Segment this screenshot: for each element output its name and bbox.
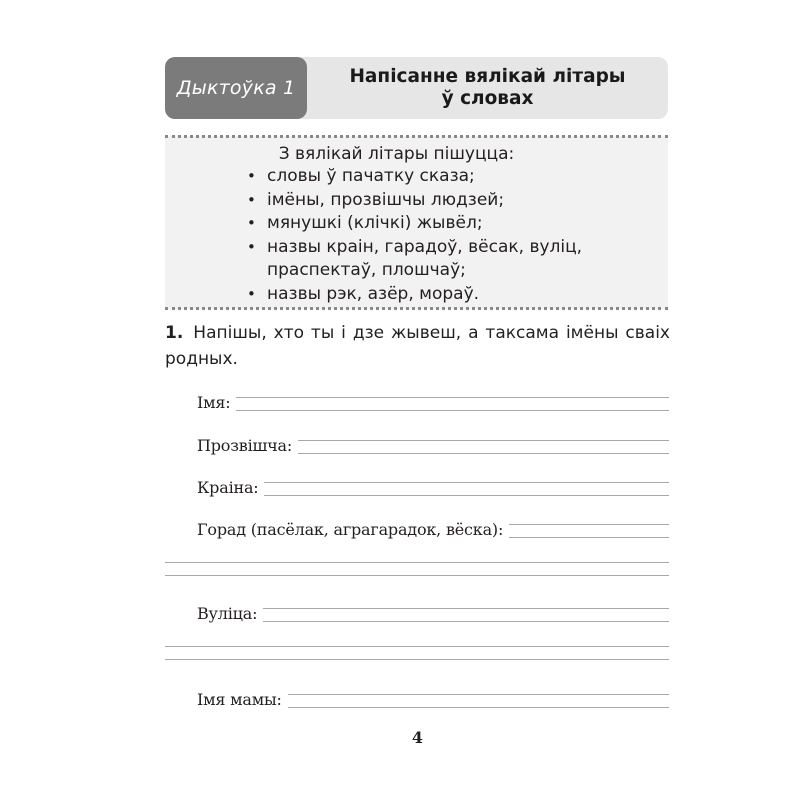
name-field[interactable]	[197, 392, 669, 412]
rule-item-text: імёны, прозвішчы людзей;	[267, 189, 505, 210]
rule-heading: З вялікай літары пішуцца:	[278, 144, 515, 164]
rule-item	[247, 236, 582, 283]
city-field[interactable]	[197, 519, 669, 539]
surname-field[interactable]	[197, 435, 669, 455]
rule-item	[247, 283, 582, 307]
field-label: Вуліца:	[197, 604, 258, 623]
field-label: Імя:	[197, 393, 231, 412]
rule-item-text: словы ў пачатку сказа;	[267, 166, 475, 186]
rule-list	[247, 165, 582, 306]
task-instruction	[165, 320, 670, 372]
writing-line[interactable]	[288, 694, 669, 708]
rule-item-text: назвы краін, гарадоў, вёсак, вуліц,	[267, 236, 583, 257]
writing-line[interactable]	[509, 524, 669, 538]
country-field[interactable]	[197, 477, 669, 497]
field-label: Прозвішча:	[197, 436, 293, 455]
rule-item	[247, 189, 582, 213]
field-label: Імя мамы:	[197, 690, 282, 709]
rule-item	[247, 212, 582, 236]
page-number: 4	[411, 728, 424, 747]
rule-item	[247, 165, 582, 189]
writing-line[interactable]	[236, 397, 669, 411]
bullet-icon: •	[247, 167, 256, 185]
bullet-icon: •	[247, 214, 256, 232]
lesson-header	[165, 57, 668, 119]
rule-box	[165, 136, 668, 309]
field-label: Горад (пасёлак, аграгарадок, вёска):	[197, 520, 504, 539]
writing-line[interactable]	[264, 482, 669, 496]
city-extra-line[interactable]	[165, 562, 669, 576]
street-field[interactable]	[197, 603, 669, 623]
task-number: 1.	[165, 323, 184, 343]
street-extra-line[interactable]	[165, 646, 669, 660]
mother-name-field[interactable]	[197, 689, 669, 709]
writing-line[interactable]	[263, 608, 669, 622]
dotted-divider-top	[165, 135, 668, 138]
rule-item-text: мянушкі (клічкі) жывёл;	[267, 213, 483, 233]
bullet-icon: •	[247, 190, 256, 209]
lesson-title-line-1: Напісанне вялікай літары	[349, 66, 626, 87]
bullet-icon: •	[247, 284, 256, 303]
dictation-badge: Дыктоўка 1	[165, 57, 307, 119]
rule-item-text: назвы рэк, азёр, мораў.	[267, 283, 480, 304]
field-label: Краіна:	[197, 478, 259, 497]
bullet-icon: •	[247, 237, 256, 256]
lesson-title-line-2: ў словах	[441, 88, 534, 109]
task-text: Напішы, хто ты і дзе жывеш, а таксама імёны сваіх родных.	[165, 323, 670, 369]
writing-line[interactable]	[298, 440, 669, 454]
rule-item-continuation: праспектаў, плошчаў;	[267, 260, 466, 280]
dotted-divider-bottom	[165, 307, 668, 310]
lesson-title	[307, 57, 668, 119]
